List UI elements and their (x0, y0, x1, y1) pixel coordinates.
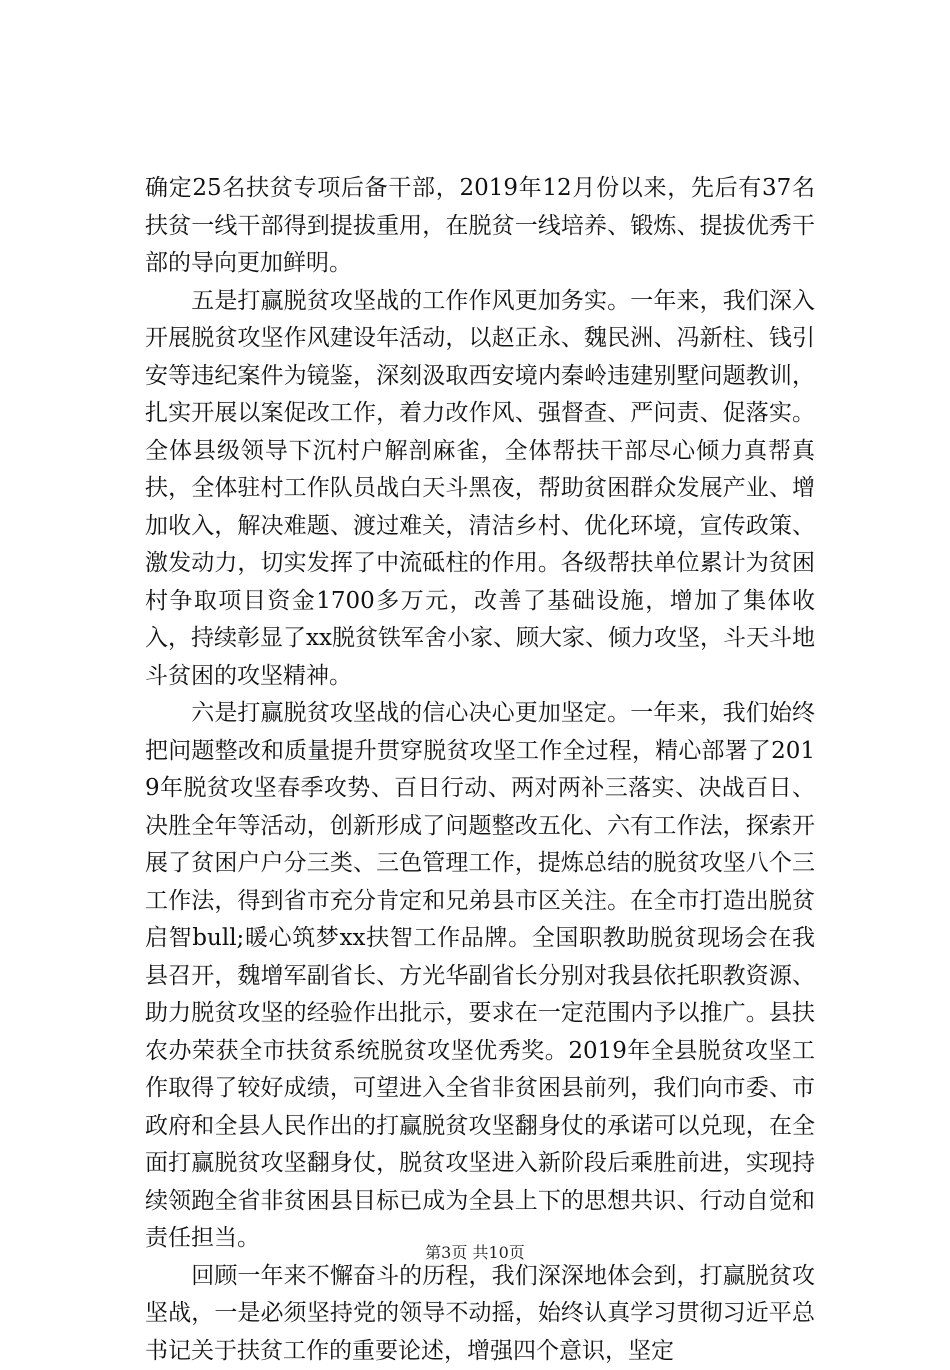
paragraph-five: 五是打赢脱贫攻坚战的工作作风更加务实。一年来，我们深入开展脱贫攻坚作风建设年活动，以赵正永、魏民洲、冯新柱、钱引安等违纪案件为镜鉴，深刻汲取西安境内秦岭违建别墅问题教训，扎实开展以案促改工作，着力改作风、强督查、严问责、促落实。全体县级领导下沉村户解剖麻雀，全体帮扶干部尽心倾力真帮真扶，全体驻村工作队员战白天斗黑夜，帮助贫困群众发展产业、增加收入，解决难题、渡过难关，清洁乡村、优化环境，宣传政策、激发动力，切实发挥了中流砥柱的作用。各级帮扶单位累计为贫困村争取项目资金1700多万元，改善了基础设施，增加了集体收入，持续彰显了xx脱贫铁军舍小家、顾大家、倾力攻坚，斗天斗地斗贫困的攻坚精神。 (145, 283, 815, 696)
document-body (145, 170, 815, 1370)
paragraph-review: 回顾一年来不懈奋斗的历程，我们深深地体会到，打赢脱贫攻坚战，一是必须坚持党的领导不动摇，始终认真学习贯彻习近平总书记关于扶贫工作的重要论述，增强四个意识，坚定 (145, 1258, 815, 1370)
paragraph-continued: 确定25名扶贫专项后备干部，2019年12月份以来，先后有37名扶贫一线干部得到提拔重用，在脱贫一线培养、锻炼、提拔优秀干部的导向更加鲜明。 (145, 170, 815, 283)
paragraph-six: 六是打赢脱贫攻坚战的信心决心更加坚定。一年来，我们始终把问题整改和质量提升贯穿脱贫攻坚工作全过程，精心部署了2019年脱贫攻坚春季攻势、百日行动、两对两补三落实、决战百日、决胜全年等活动，创新形成了问题整改五化、六有工作法，探索开展了贫困户户分三类、三色管理工作，提炼总结的脱贫攻坚八个三工作法，得到省市充分肯定和兄弟县市区关注。在全市打造出脱贫启智bull;暖心筑梦xx扶智工作品牌。全国职教助脱贫现场会在我县召开，魏增军副省长、方光华副省长分别对我县依托职教资源、助力脱贫攻坚的经验作出批示，要求在一定范围内予以推广。县扶农办荣获全市扶贫系统脱贫攻坚优秀奖。2019年全县脱贫攻坚工作取得了较好成绩，可望进入全省非贫困县前列，我们向市委、市政府和全县人民作出的打赢脱贫攻坚翻身仗的承诺可以兑现，在全面打赢脱贫攻坚翻身仗，脱贫攻坚进入新阶段后乘胜前进，实现持续领跑全省非贫困县目标已成为全县上下的思想共识、行动自觉和责任担当。 (145, 695, 815, 1258)
page-footer: 第3页 共10页 (0, 1240, 950, 1263)
